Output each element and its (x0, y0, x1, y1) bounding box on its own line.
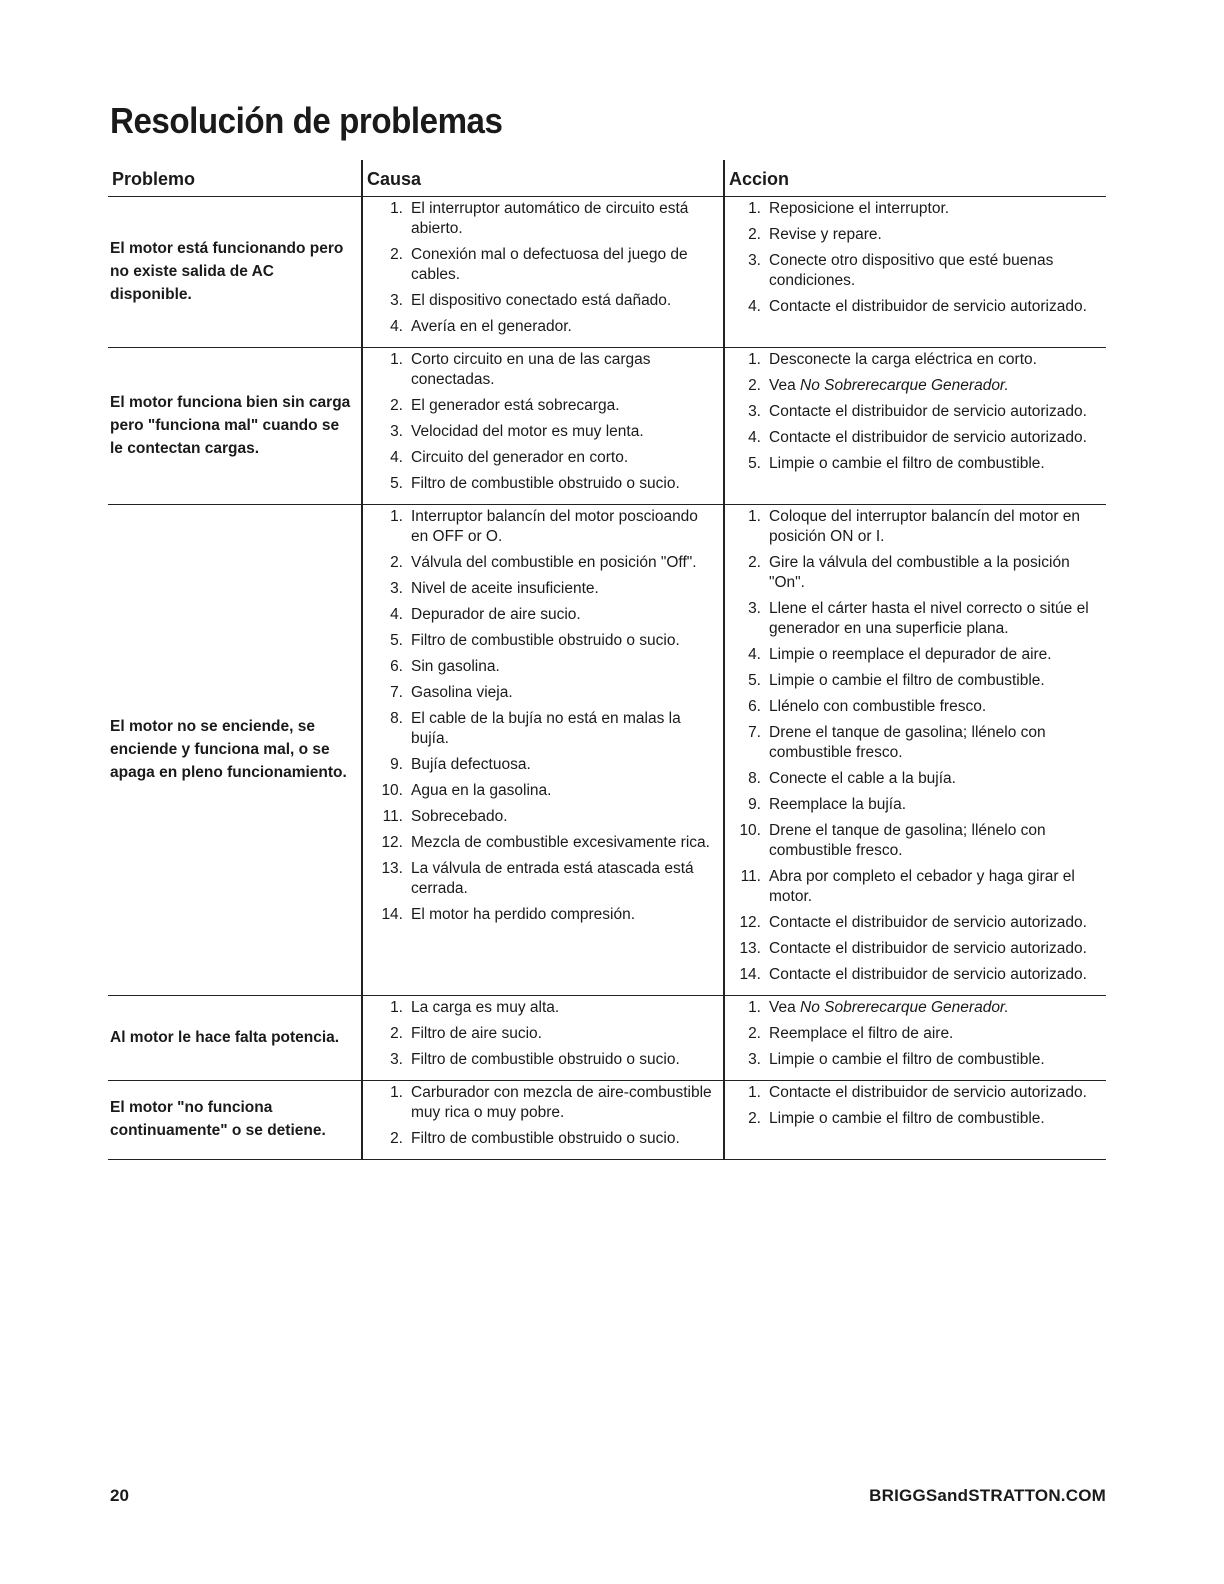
list-item (725, 454, 1106, 474)
item-number: 9. (390, 756, 403, 773)
list-item (725, 350, 1106, 370)
list-item (363, 781, 723, 801)
action-cell (724, 1081, 1106, 1160)
item-text: Conecte otro dispositivo que esté buenas condiciones. (769, 252, 1054, 289)
item-number: 1. (748, 351, 761, 368)
item-text: Nivel de aceite insuficiente. (411, 580, 599, 597)
item-number: 1. (390, 1084, 403, 1101)
item-text: Corto circuito en una de las cargas conectadas. (411, 351, 651, 388)
list-item (725, 939, 1106, 959)
item-number: 3. (748, 403, 761, 420)
header-action: Accion (724, 160, 1106, 197)
item-number: 14. (739, 966, 761, 983)
list-item (363, 474, 723, 494)
cause-list (363, 505, 723, 935)
item-number: 2. (748, 377, 761, 394)
item-number: 4. (390, 318, 403, 335)
list-item (363, 1129, 723, 1149)
table-row (108, 1081, 1106, 1160)
list-item (363, 807, 723, 827)
item-text: Vea No Sobrerecarque Generador. (769, 377, 1009, 394)
item-number: 12. (739, 914, 761, 931)
list-item (725, 998, 1106, 1018)
list-item (725, 645, 1106, 665)
cause-cell (362, 348, 724, 505)
cause-list (363, 197, 723, 347)
item-text: Contacte el distribuidor de servicio autorizado. (769, 298, 1087, 315)
action-cell (724, 996, 1106, 1081)
item-text: Filtro de combustible obstruido o sucio. (411, 632, 680, 649)
item-number: 3. (748, 1051, 761, 1068)
item-text: Mezcla de combustible excesivamente rica. (411, 834, 710, 851)
item-text: Revise y repare. (769, 226, 882, 243)
list-item (363, 1083, 723, 1123)
item-text: Depurador de aire sucio. (411, 606, 581, 623)
list-item (725, 251, 1106, 291)
list-item (363, 396, 723, 416)
item-number: 9. (748, 796, 761, 813)
cause-cell (362, 505, 724, 996)
item-number: 4. (748, 646, 761, 663)
item-number: 2. (748, 554, 761, 571)
item-text: Gasolina vieja. (411, 684, 513, 701)
list-item (725, 376, 1106, 396)
list-item (725, 697, 1106, 717)
header-problem: Problemo (108, 160, 362, 197)
item-text: Limpie o reemplace el depurador de aire. (769, 646, 1052, 663)
list-item (725, 1050, 1106, 1070)
item-number: 6. (390, 658, 403, 675)
item-text: Reemplace el filtro de aire. (769, 1025, 954, 1042)
item-text: Filtro de aire sucio. (411, 1025, 542, 1042)
list-item (363, 1024, 723, 1044)
item-number: 1. (390, 200, 403, 217)
list-item (725, 225, 1106, 245)
item-text: Limpie o cambie el filtro de combustible. (769, 1110, 1045, 1127)
list-item (363, 998, 723, 1018)
item-text: Desconecte la carga eléctrica en corto. (769, 351, 1037, 368)
problem-cell: El motor está funcionando pero no existe salida de AC disponible. (108, 197, 362, 348)
item-text: Interruptor balancín del motor poscioando en OFF or O. (411, 508, 698, 545)
item-number: 3. (390, 580, 403, 597)
item-text: Filtro de combustible obstruido o sucio. (411, 1130, 680, 1147)
list-item (363, 199, 723, 239)
action-list (725, 348, 1106, 484)
list-item (725, 1109, 1106, 1129)
item-text: Llénelo con combustible fresco. (769, 698, 987, 715)
list-item (363, 709, 723, 749)
item-text: El interruptor automático de circuito está abierto. (411, 200, 689, 237)
item-number: 2. (748, 1110, 761, 1127)
item-text: Agua en la gasolina. (411, 782, 552, 799)
list-item (363, 291, 723, 311)
item-text: Filtro de combustible obstruido o sucio. (411, 475, 680, 492)
item-number: 11. (740, 868, 761, 885)
list-item (363, 605, 723, 625)
troubleshooting-table (108, 160, 1106, 1160)
item-text: El generador está sobrecarga. (411, 397, 620, 414)
item-text: El cable de la bujía no está en malas la bujía. (411, 710, 681, 747)
item-number: 7. (390, 684, 403, 701)
list-item (725, 507, 1106, 547)
action-list (725, 197, 1106, 327)
item-number: 6. (748, 698, 761, 715)
cause-list (363, 1081, 723, 1159)
problem-cell: Al motor le hace falta potencia. (108, 996, 362, 1081)
item-text: La válvula de entrada está atascada está cerrada. (411, 860, 694, 897)
action-cell (724, 505, 1106, 996)
item-number: 3. (390, 1051, 403, 1068)
item-number: 5. (390, 632, 403, 649)
item-text: Limpie o cambie el filtro de combustible. (769, 455, 1045, 472)
item-number: 3. (390, 292, 403, 309)
item-number: 2. (748, 1025, 761, 1042)
page-number: 20 (110, 1486, 129, 1505)
table-body (108, 197, 1106, 1160)
action-list (725, 1081, 1106, 1139)
item-number: 4. (748, 429, 761, 446)
list-item (725, 723, 1106, 763)
item-number: 4. (748, 298, 761, 315)
item-text: Circuito del generador en corto. (411, 449, 629, 466)
cause-list (363, 996, 723, 1080)
list-item (363, 905, 723, 925)
item-number: 13. (381, 860, 403, 877)
list-item (725, 913, 1106, 933)
item-number: 8. (748, 770, 761, 787)
item-number: 11. (382, 808, 403, 825)
list-item (725, 553, 1106, 593)
item-text: Sin gasolina. (411, 658, 500, 675)
item-text: El motor ha perdido compresión. (411, 906, 636, 923)
list-item (363, 350, 723, 390)
item-number: 2. (390, 1025, 403, 1042)
item-number: 12. (381, 834, 403, 851)
item-number: 1. (748, 200, 761, 217)
list-item (363, 422, 723, 442)
problem-cell: El motor funciona bien sin carga pero "funciona mal" cuando se le contectan cargas. (108, 348, 362, 505)
table-row (108, 996, 1106, 1081)
action-list (725, 996, 1106, 1080)
item-text: Filtro de combustible obstruido o sucio. (411, 1051, 680, 1068)
item-number: 2. (390, 1130, 403, 1147)
item-number: 1. (748, 1084, 761, 1101)
header-cause: Causa (362, 160, 724, 197)
item-number: 8. (390, 710, 403, 727)
list-item (725, 1083, 1106, 1103)
item-number: 3. (390, 423, 403, 440)
list-item (363, 579, 723, 599)
list-item (363, 507, 723, 547)
item-text: Contacte el distribuidor de servicio autorizado. (769, 914, 1087, 931)
item-number: 5. (748, 672, 761, 689)
item-number: 10. (381, 782, 403, 799)
item-number: 1. (390, 508, 403, 525)
item-number: 5. (390, 475, 403, 492)
item-text: Coloque del interruptor balancín del motor en posición ON or I. (769, 508, 1081, 545)
item-number: 3. (748, 252, 761, 269)
list-item (725, 297, 1106, 317)
item-text: Contacte el distribuidor de servicio autorizado. (769, 966, 1087, 983)
item-number: 13. (739, 940, 761, 957)
item-number: 1. (748, 999, 761, 1016)
action-cell (724, 197, 1106, 348)
item-number: 2. (390, 397, 403, 414)
item-number: 1. (390, 999, 403, 1016)
item-text: Bujía defectuosa. (411, 756, 531, 773)
list-item (725, 402, 1106, 422)
cause-list (363, 348, 723, 504)
action-cell (724, 348, 1106, 505)
table-row (108, 348, 1106, 505)
item-text: Llene el cárter hasta el nivel correcto o sitúe el generador en una superficie plana. (769, 600, 1089, 637)
item-number: 2. (390, 554, 403, 571)
cause-cell (362, 996, 724, 1081)
list-item (363, 657, 723, 677)
item-text: Limpie o cambie el filtro de combustible. (769, 672, 1045, 689)
item-text: Contacte el distribuidor de servicio autorizado. (769, 1084, 1087, 1101)
list-item (725, 867, 1106, 907)
item-text: Limpie o cambie el filtro de combustible. (769, 1051, 1045, 1068)
list-item (363, 245, 723, 285)
item-text: Válvula del combustible en posición "Off". (411, 554, 697, 571)
problem-cell: El motor no se enciende, se enciende y funciona mal, o se apaga en pleno funcionamiento. (108, 505, 362, 996)
list-item (363, 755, 723, 775)
problem-cell: El motor "no funciona continuamente" o se detiene. (108, 1081, 362, 1160)
item-text: Vea No Sobrerecarque Generador. (769, 999, 1009, 1016)
item-text: Drene el tanque de gasolina; llénelo con combustible fresco. (769, 822, 1046, 859)
action-list (725, 505, 1106, 995)
item-number: 5. (748, 455, 761, 472)
item-text: Conexión mal o defectuosa del juego de cables. (411, 246, 688, 283)
item-text: Carburador con mezcla de aire-combustible muy rica o muy pobre. (411, 1084, 712, 1121)
cause-cell (362, 1081, 724, 1160)
list-item (725, 769, 1106, 789)
list-item (363, 448, 723, 468)
item-number: 3. (748, 600, 761, 617)
list-item (725, 199, 1106, 219)
list-item (725, 821, 1106, 861)
list-item (363, 317, 723, 337)
list-item (363, 859, 723, 899)
list-item (363, 1050, 723, 1070)
item-text: Sobrecebado. (411, 808, 508, 825)
item-text: Velocidad del motor es muy lenta. (411, 423, 644, 440)
website-url: BRIGGSandSTRATTON.COM (869, 1486, 1106, 1505)
item-text: Contacte el distribuidor de servicio autorizado. (769, 429, 1087, 446)
item-text: Drene el tanque de gasolina; llénelo con combustible fresco. (769, 724, 1046, 761)
list-item (363, 631, 723, 651)
cause-cell (362, 197, 724, 348)
list-item (725, 795, 1106, 815)
item-number: 14. (381, 906, 403, 923)
list-item (725, 965, 1106, 985)
list-item (725, 599, 1106, 639)
list-item (725, 1024, 1106, 1044)
list-item (363, 833, 723, 853)
item-text: Gire la válvula del combustible a la posición "On". (769, 554, 1070, 591)
item-text: Contacte el distribuidor de servicio autorizado. (769, 940, 1087, 957)
item-text: Contacte el distribuidor de servicio autorizado. (769, 403, 1087, 420)
table-row (108, 505, 1106, 996)
page-title: Resolución de problemas (110, 100, 503, 141)
table-header-row (108, 160, 1106, 197)
list-item (363, 683, 723, 703)
list-item (725, 671, 1106, 691)
item-text: La carga es muy alta. (411, 999, 560, 1016)
item-number: 4. (390, 606, 403, 623)
list-item (363, 553, 723, 573)
list-item (725, 428, 1106, 448)
item-number: 1. (390, 351, 403, 368)
item-text: Reposicione el interruptor. (769, 200, 950, 217)
item-text: Avería en el generador. (411, 318, 572, 335)
item-text: Reemplace la bujía. (769, 796, 906, 813)
item-number: 2. (748, 226, 761, 243)
item-text: Abra por completo el cebador y haga girar el motor. (769, 868, 1075, 905)
item-number: 2. (390, 246, 403, 263)
table-row (108, 197, 1106, 348)
item-number: 1. (748, 508, 761, 525)
item-number: 7. (748, 724, 761, 741)
item-text: El dispositivo conectado está dañado. (411, 292, 672, 309)
item-text: Conecte el cable a la bujía. (769, 770, 956, 787)
item-number: 10. (739, 822, 761, 839)
item-number: 4. (390, 449, 403, 466)
